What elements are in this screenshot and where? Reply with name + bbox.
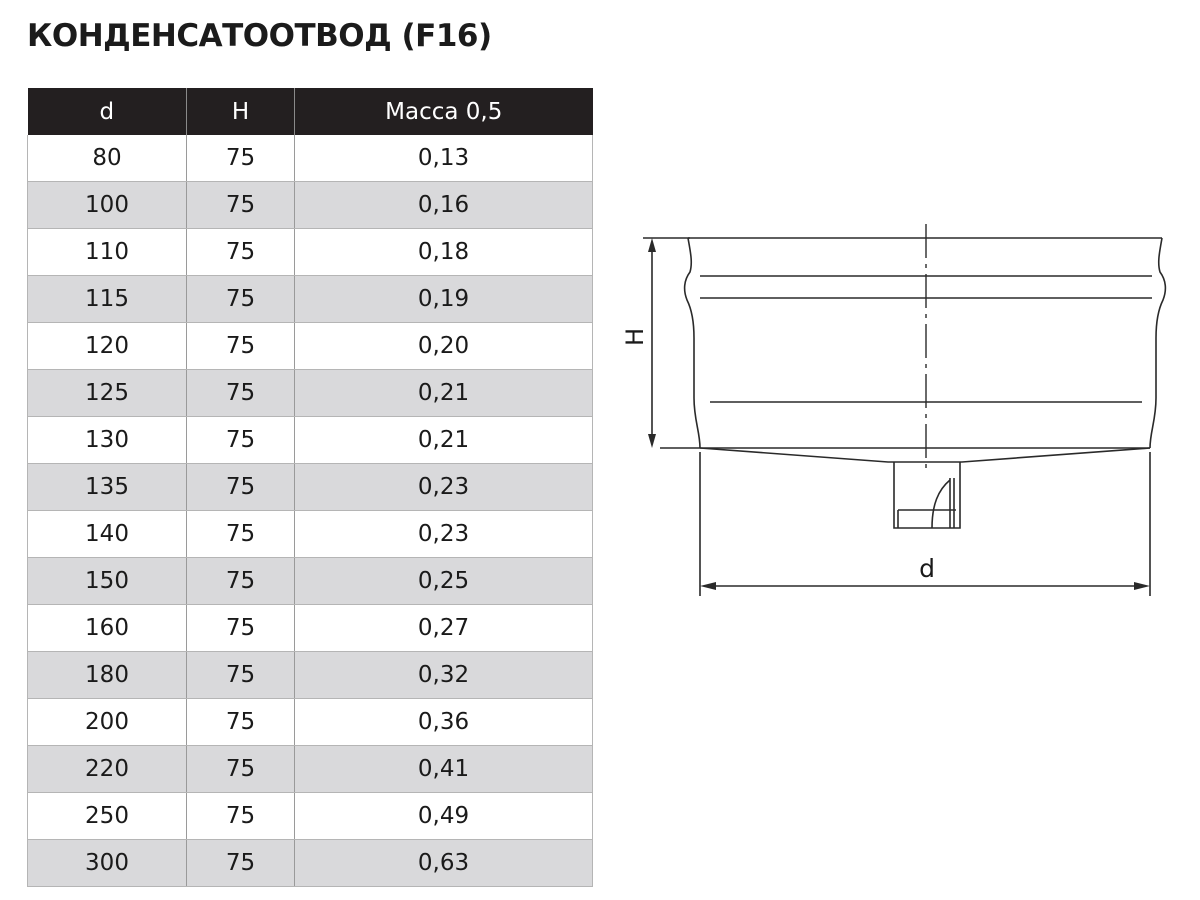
left-profile xyxy=(685,238,700,448)
cell-d: 180 xyxy=(28,652,187,699)
h-arrow-top xyxy=(648,238,656,252)
cell-d: 140 xyxy=(28,511,187,558)
table-row xyxy=(28,276,593,323)
condensate-drain-drawing xyxy=(600,215,1175,605)
d-arrow-left xyxy=(700,582,716,590)
cell-d: 160 xyxy=(28,605,187,652)
spec-table xyxy=(27,88,593,887)
cell-h: 75 xyxy=(187,511,295,558)
table-row xyxy=(28,511,593,558)
cell-h: 75 xyxy=(187,464,295,511)
cell-h: 75 xyxy=(187,793,295,840)
table-row xyxy=(28,417,593,464)
h-arrow-bottom xyxy=(648,434,656,448)
cell-h: 75 xyxy=(187,558,295,605)
bottom-cone xyxy=(700,448,1150,462)
table-row xyxy=(28,464,593,511)
cell-d: 115 xyxy=(28,276,187,323)
cell-h: 75 xyxy=(187,417,295,464)
cell-h: 75 xyxy=(187,182,295,229)
table-row xyxy=(28,652,593,699)
table-row xyxy=(28,558,593,605)
cell-mass: 0,23 xyxy=(295,511,593,558)
table-row xyxy=(28,840,593,887)
table-row xyxy=(28,699,593,746)
cell-mass: 0,16 xyxy=(295,182,593,229)
column-header-h: H xyxy=(187,88,295,135)
cell-mass: 0,21 xyxy=(295,417,593,464)
cell-mass: 0,20 xyxy=(295,323,593,370)
cell-h: 75 xyxy=(187,323,295,370)
cell-mass: 0,25 xyxy=(295,558,593,605)
table-row xyxy=(28,182,593,229)
table-row xyxy=(28,229,593,276)
cell-mass: 0,19 xyxy=(295,276,593,323)
cell-d: 120 xyxy=(28,323,187,370)
cell-d: 200 xyxy=(28,699,187,746)
table-row xyxy=(28,370,593,417)
cell-mass: 0,63 xyxy=(295,840,593,887)
height-label: H xyxy=(621,327,649,347)
cell-d: 135 xyxy=(28,464,187,511)
cell-h: 75 xyxy=(187,840,295,887)
page-title: КОНДЕНСАТООТВОД (F16) xyxy=(27,18,492,54)
cell-mass: 0,27 xyxy=(295,605,593,652)
column-header-mass: Масса 0,5 xyxy=(295,88,593,135)
cell-mass: 0,36 xyxy=(295,699,593,746)
d-arrow-right xyxy=(1134,582,1150,590)
cell-mass: 0,32 xyxy=(295,652,593,699)
cell-mass: 0,21 xyxy=(295,370,593,417)
column-header-d: d xyxy=(28,88,187,135)
cell-h: 75 xyxy=(187,605,295,652)
cell-d: 125 xyxy=(28,370,187,417)
cell-h: 75 xyxy=(187,135,295,182)
right-profile xyxy=(1150,238,1165,448)
cell-d: 150 xyxy=(28,558,187,605)
cell-h: 75 xyxy=(187,746,295,793)
table-row xyxy=(28,135,593,182)
cell-h: 75 xyxy=(187,229,295,276)
table-header-row xyxy=(28,88,593,135)
table-body xyxy=(28,135,593,887)
cell-d: 80 xyxy=(28,135,187,182)
cell-h: 75 xyxy=(187,652,295,699)
cell-mass: 0,49 xyxy=(295,793,593,840)
cell-h: 75 xyxy=(187,276,295,323)
cell-mass: 0,41 xyxy=(295,746,593,793)
cell-h: 75 xyxy=(187,699,295,746)
cell-d: 110 xyxy=(28,229,187,276)
cell-mass: 0,23 xyxy=(295,464,593,511)
cell-d: 250 xyxy=(28,793,187,840)
table-row xyxy=(28,793,593,840)
table-row xyxy=(28,323,593,370)
cell-d: 100 xyxy=(28,182,187,229)
cell-mass: 0,13 xyxy=(295,135,593,182)
table-row xyxy=(28,605,593,652)
cell-d: 130 xyxy=(28,417,187,464)
table-row xyxy=(28,746,593,793)
diameter-label: d xyxy=(919,554,935,583)
cell-d: 220 xyxy=(28,746,187,793)
cell-mass: 0,18 xyxy=(295,229,593,276)
cell-h: 75 xyxy=(187,370,295,417)
cell-d: 300 xyxy=(28,840,187,887)
